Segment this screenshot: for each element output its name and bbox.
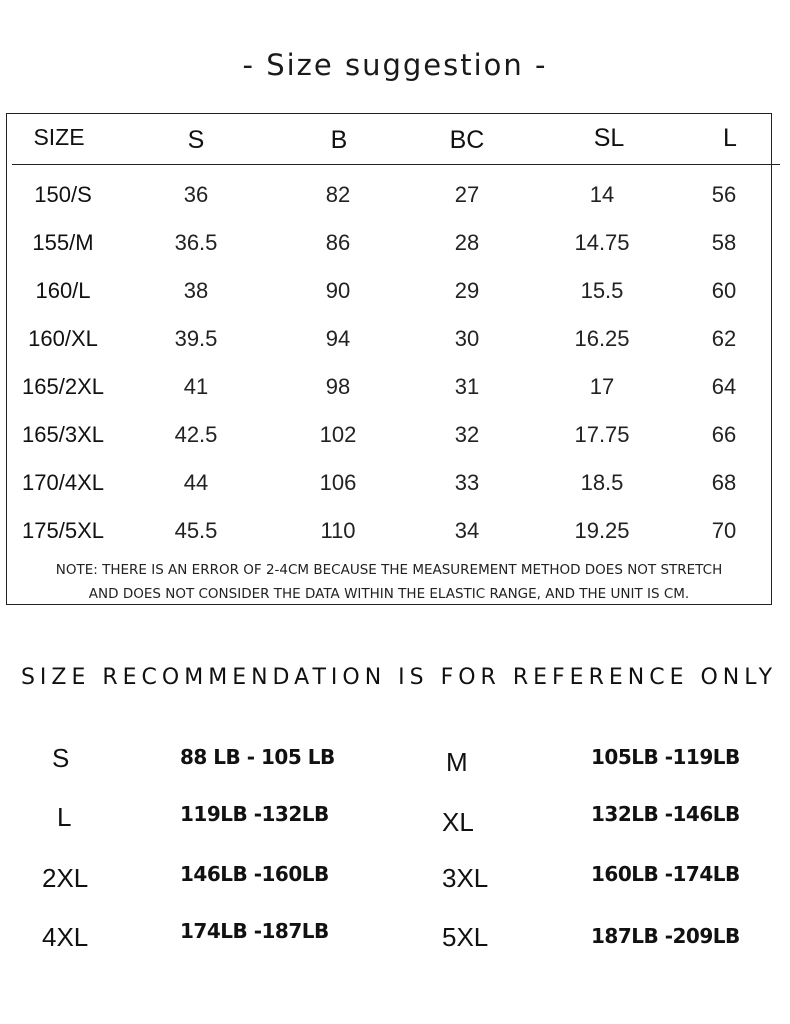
row-s: 39.5 bbox=[174, 326, 218, 351]
row-size: 155/M bbox=[32, 230, 94, 255]
row-l: 56 bbox=[711, 182, 737, 207]
row-size: 170/4XL bbox=[22, 470, 104, 495]
recommendation-title: SIZE RECOMMENDATION IS FOR REFERENCE ONLY bbox=[20, 665, 778, 690]
row-size: 160/L bbox=[35, 278, 91, 303]
row-sl: 16.25 bbox=[574, 326, 630, 351]
row-l: 58 bbox=[711, 230, 737, 255]
row-l: 70 bbox=[711, 518, 737, 543]
rec-weight: 160LB -174LB bbox=[591, 862, 740, 886]
row-size: 160/XL bbox=[28, 326, 98, 351]
header-l: L bbox=[723, 124, 737, 152]
row-l: 66 bbox=[711, 422, 737, 447]
row-b: 110 bbox=[320, 518, 356, 543]
row-bc: 27 bbox=[454, 182, 480, 207]
row-size: 165/3XL bbox=[22, 422, 104, 447]
row-sl: 18.5 bbox=[580, 470, 624, 495]
row-s: 41 bbox=[183, 374, 209, 399]
rec-size: XL bbox=[442, 807, 474, 837]
row-size: 175/5XL bbox=[22, 518, 104, 543]
note-line-1: NOTE: THERE IS AN ERROR OF 2-4CM BECAUSE THE MEASUREMENT METHOD DOES NOT STRETCH bbox=[55, 562, 723, 578]
rec-size: 5XL bbox=[442, 922, 489, 952]
row-bc: 32 bbox=[454, 422, 480, 447]
row-b: 106 bbox=[319, 470, 357, 495]
row-sl: 15.5 bbox=[580, 278, 624, 303]
rec-size: L bbox=[57, 802, 72, 832]
row-bc: 34 bbox=[454, 518, 480, 543]
header-sl: SL bbox=[593, 124, 625, 152]
rec-weight: 174LB -187LB bbox=[180, 919, 329, 943]
header-size: SIZE bbox=[33, 124, 85, 150]
row-sl: 14.75 bbox=[574, 230, 630, 255]
row-s: 36 bbox=[183, 182, 209, 207]
rec-weight: 187LB -209LB bbox=[591, 924, 740, 948]
rec-size: M bbox=[446, 747, 468, 777]
row-sl: 14 bbox=[589, 182, 615, 207]
row-b: 86 bbox=[325, 230, 351, 255]
rec-size: 4XL bbox=[42, 922, 89, 952]
note-line-2: AND DOES NOT CONSIDER THE DATA WITHIN THE ELASTIC RANGE, AND THE UNIT IS CM. bbox=[88, 586, 690, 602]
row-b: 94 bbox=[325, 326, 351, 351]
row-sl: 17.75 bbox=[574, 422, 630, 447]
row-size: 165/2XL bbox=[22, 374, 104, 399]
row-b: 102 bbox=[319, 422, 357, 447]
header-divider bbox=[12, 164, 780, 165]
row-sl: 17 bbox=[589, 374, 615, 399]
row-b: 90 bbox=[325, 278, 351, 303]
size-table bbox=[6, 113, 772, 605]
rec-weight: 132LB -146LB bbox=[591, 802, 740, 826]
row-l: 60 bbox=[711, 278, 737, 303]
page-title: - Size suggestion - bbox=[242, 48, 548, 82]
row-l: 62 bbox=[711, 326, 737, 351]
row-bc: 33 bbox=[454, 470, 480, 495]
row-s: 38 bbox=[183, 278, 209, 303]
rec-weight: 119LB -132LB bbox=[180, 802, 329, 826]
row-s: 36.5 bbox=[174, 230, 218, 255]
row-s: 45.5 bbox=[174, 518, 218, 543]
row-bc: 29 bbox=[454, 278, 480, 303]
rec-size: 2XL bbox=[42, 863, 89, 893]
row-bc: 31 bbox=[454, 374, 480, 399]
row-s: 44 bbox=[183, 470, 209, 495]
measurement-note bbox=[6, 558, 772, 606]
row-sl: 19.25 bbox=[574, 518, 630, 543]
row-bc: 28 bbox=[454, 230, 480, 255]
row-b: 98 bbox=[325, 374, 351, 399]
row-s: 42.5 bbox=[174, 422, 218, 447]
rec-weight: 105LB -119LB bbox=[591, 745, 740, 769]
rec-size: S bbox=[52, 743, 70, 773]
rec-weight: 146LB -160LB bbox=[180, 862, 329, 886]
header-b: B bbox=[330, 126, 348, 154]
row-l: 68 bbox=[711, 470, 737, 495]
row-l: 64 bbox=[711, 374, 737, 399]
row-bc: 30 bbox=[454, 326, 480, 351]
rec-weight: 88 LB - 105 LB bbox=[180, 745, 335, 769]
rec-size: 3XL bbox=[442, 863, 489, 893]
header-bc: BC bbox=[449, 126, 485, 154]
header-s: S bbox=[187, 126, 205, 154]
row-b: 82 bbox=[325, 182, 351, 207]
row-size: 150/S bbox=[34, 182, 92, 207]
